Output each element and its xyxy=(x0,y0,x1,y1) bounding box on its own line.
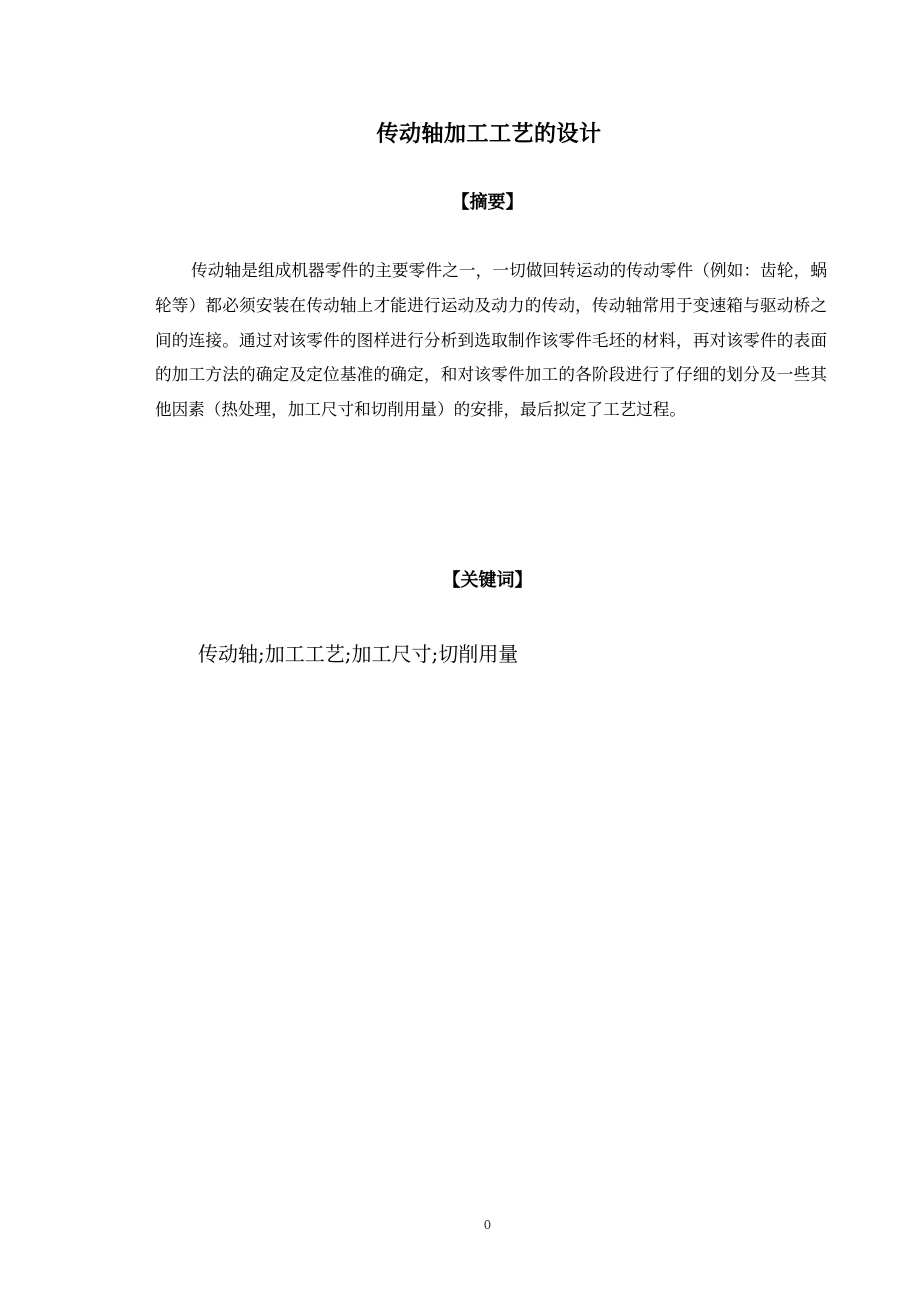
keywords-text: 传动轴;加工工艺;加工尺寸;切削用量 xyxy=(198,642,519,666)
document-title: 传动轴加工工艺的设计 xyxy=(376,122,602,147)
page-number: 0 xyxy=(483,1218,492,1232)
abstract-paragraph: 传动轴是组成机器零件的主要零件之一，一切做回转运动的传动零件（例如：齿轮，蜗轮等）都必须安装在传动轴上才能进行运动及动力的传动，传动轴常用于变速箱与驱动桥之间的连接。通过对该零件的图样进行分析到选取制作该零件毛坯的材料，再对该零件的表面的加工方法的确定及定位基准的确定，和对该零件加工的各阶段进行了仔细的划分及一些其他因素（热处理，加工尺寸和切削用量）的安排，最后拟定了工艺过程。 xyxy=(155,261,827,420)
keywords-heading: 【关键词】 xyxy=(442,570,533,591)
abstract-heading: 【摘要】 xyxy=(451,192,524,213)
